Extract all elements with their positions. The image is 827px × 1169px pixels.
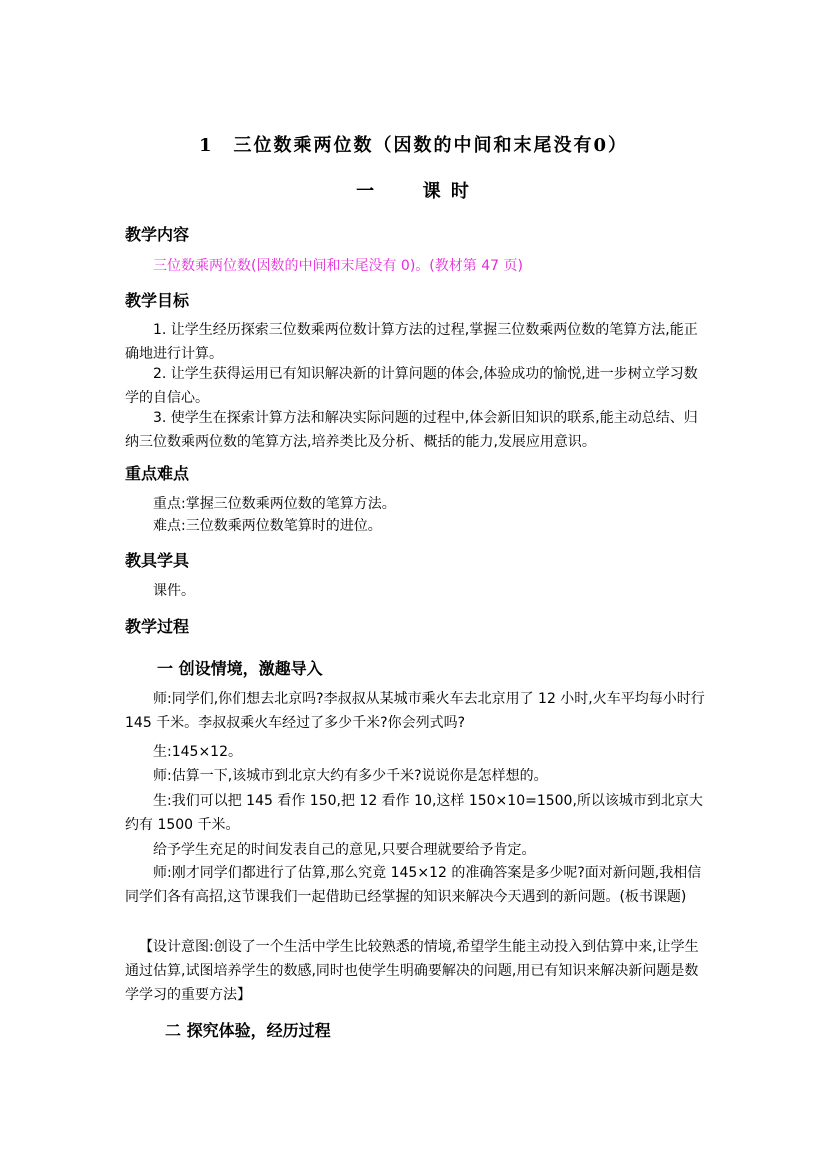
goal-2: 2. 让学生获得运用已有知识解决新的计算问题的体会,体验成功的愉悦,进一步树立学习数学的自信心。: [125, 366, 698, 406]
key-point: 重点:掌握三位数乘两位数的笔算方法。: [153, 496, 396, 512]
subtitle-number: 一: [356, 181, 377, 202]
step1-paragraph-1: 师:同学们,你们想去北京吗?李叔叔从某城市乘火车去北京用了 12 小时,火车平均每小时行 145 千米。李叔叔乘火车经过了多少千米?你会列式吗?: [125, 691, 705, 731]
goal-1: 1. 让学生经历探索三位数乘两位数计算方法的过程,掌握三位数乘两位数的笔算方法,能正确地进行计算。: [125, 322, 698, 362]
process-heading: 教学过程: [125, 617, 190, 636]
subtitle-text: 课 时: [422, 181, 471, 202]
step1-paragraph-4: 生:我们可以把 145 看作 150,把 12 看作 10,这样 150×10=1500,所以该城市到北京大约有 1500 千米。: [125, 793, 703, 833]
goals-heading: 教学目标: [125, 291, 190, 310]
lesson-subtitle: [0, 177, 827, 203]
goal-3: 3. 使学生在探索计算方法和解决实际问题的过程中,体会新旧知识的联系,能主动总结、归纳三位数乘两位数的笔算方法,培养类比及分析、概括的能力,发展应用意识。: [125, 410, 698, 450]
lesson-title: 1 三位数乘两位数（因数的中间和末尾没有0）: [198, 135, 629, 156]
content-text: 三位数乘两位数(因数的中间和末尾没有 0)。(教材第 47 页): [153, 258, 523, 274]
tools-heading: 教具学具: [125, 551, 190, 570]
content-heading: 教学内容: [125, 225, 190, 244]
difficult-point: 难点:三位数乘两位数笔算时的进位。: [153, 518, 382, 534]
step1-paragraph-2: 生:145×12。: [153, 744, 242, 760]
step1-paragraph-5: 给予学生充足的时间发表自己的意见,只要合理就要给予肯定。: [153, 842, 536, 858]
step1-heading: 一 创设情境，激趣导入: [157, 659, 323, 678]
step2-heading: 二 探究体验，经历过程: [165, 1021, 331, 1040]
step1-paragraph-6: 师:刚才同学们都进行了估算,那么究竟 145×12 的准确答案是多少呢?面对新问题,我相信同学们各有高招,这节课我们一起借助已经掌握的知识来解决今天遇到的新问题。(板书课题): [125, 865, 702, 905]
design-intent: 【设计意图:创设了一个生活中学生比较熟悉的情境,希望学生能主动投入到估算中来,让学生通过估算,试图培养学生的数感,同时也使学生明确要解决的问题,用已有知识来解决新问题是数学学习的重要方法】: [125, 939, 699, 1003]
tools-text: 课件。: [153, 583, 195, 599]
key-heading: 重点难点: [125, 464, 190, 483]
step1-paragraph-3: 师:估算一下,该城市到北京大约有多少千米?说说你是怎样想的。: [153, 768, 548, 784]
